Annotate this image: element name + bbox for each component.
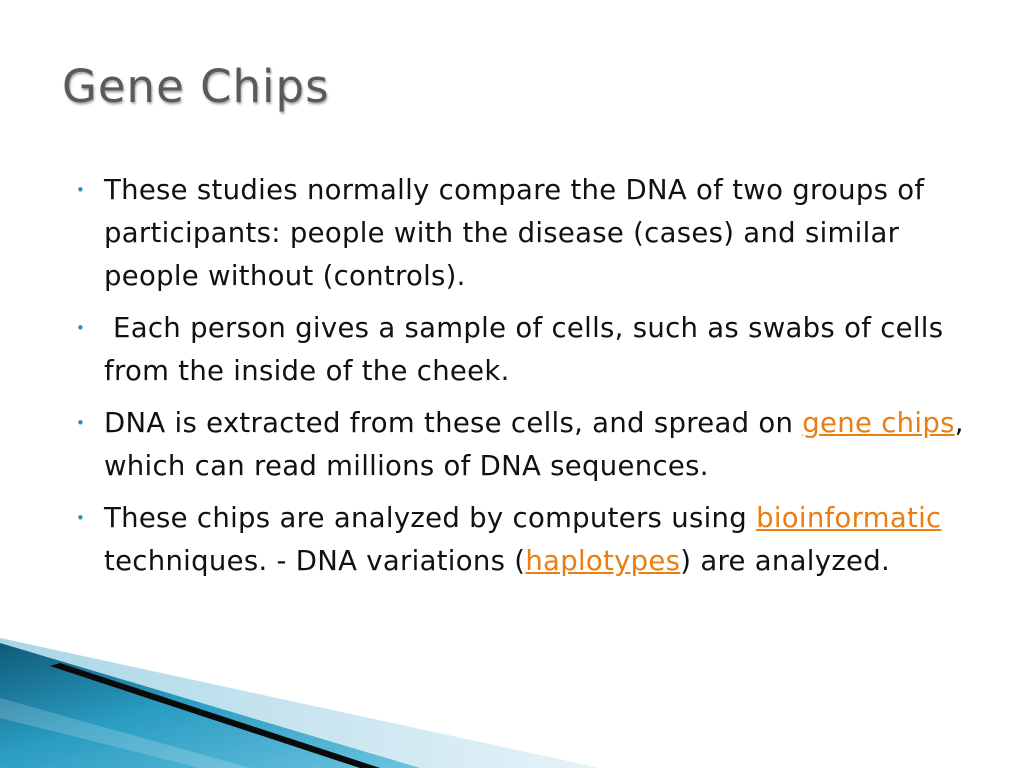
bullet-text-segment: DNA is extracted from these cells, and spread on	[104, 407, 803, 439]
slide-title: Gene Chips	[62, 60, 330, 113]
bullet-text-segment: Each person gives a sample of cells, such as swabs of cells from the inside of the cheek.	[104, 312, 953, 387]
bullet-item-4	[74, 497, 974, 583]
bioinformatic-link[interactable]: bioinformatic	[756, 502, 942, 534]
bullet-item-3	[74, 402, 974, 488]
bullet-dot: •	[76, 509, 86, 527]
decorative-swoosh	[0, 638, 1024, 768]
bullet-text	[104, 307, 974, 393]
bullet-text-segment: These studies normally compare the DNA of two groups of participants: people with the disease (cases) and similar people without (controls).	[104, 174, 925, 292]
bullet-item-2	[74, 307, 974, 393]
decor-blue-band	[0, 643, 420, 768]
bullet-dot: •	[76, 319, 86, 337]
bullet-text	[104, 402, 974, 488]
bullet-dot: •	[76, 414, 86, 432]
bullet-text	[104, 169, 974, 298]
haplotypes-link[interactable]: haplotypes	[525, 545, 681, 577]
bullet-text-segment: , which can read millions of DNA sequences.	[104, 407, 964, 482]
bullet-text-segment: ) are analyzed.	[680, 545, 891, 577]
bullet-list	[74, 169, 974, 592]
bullet-text	[104, 497, 974, 583]
gene-chips-link[interactable]: gene chips	[802, 407, 955, 439]
bullet-item-1	[74, 169, 974, 298]
bullet-text-segment: These chips are analyzed by computers using	[104, 502, 757, 534]
bullet-dot: •	[76, 181, 86, 199]
bullet-text-segment: techniques. - DNA variations (	[104, 545, 526, 577]
